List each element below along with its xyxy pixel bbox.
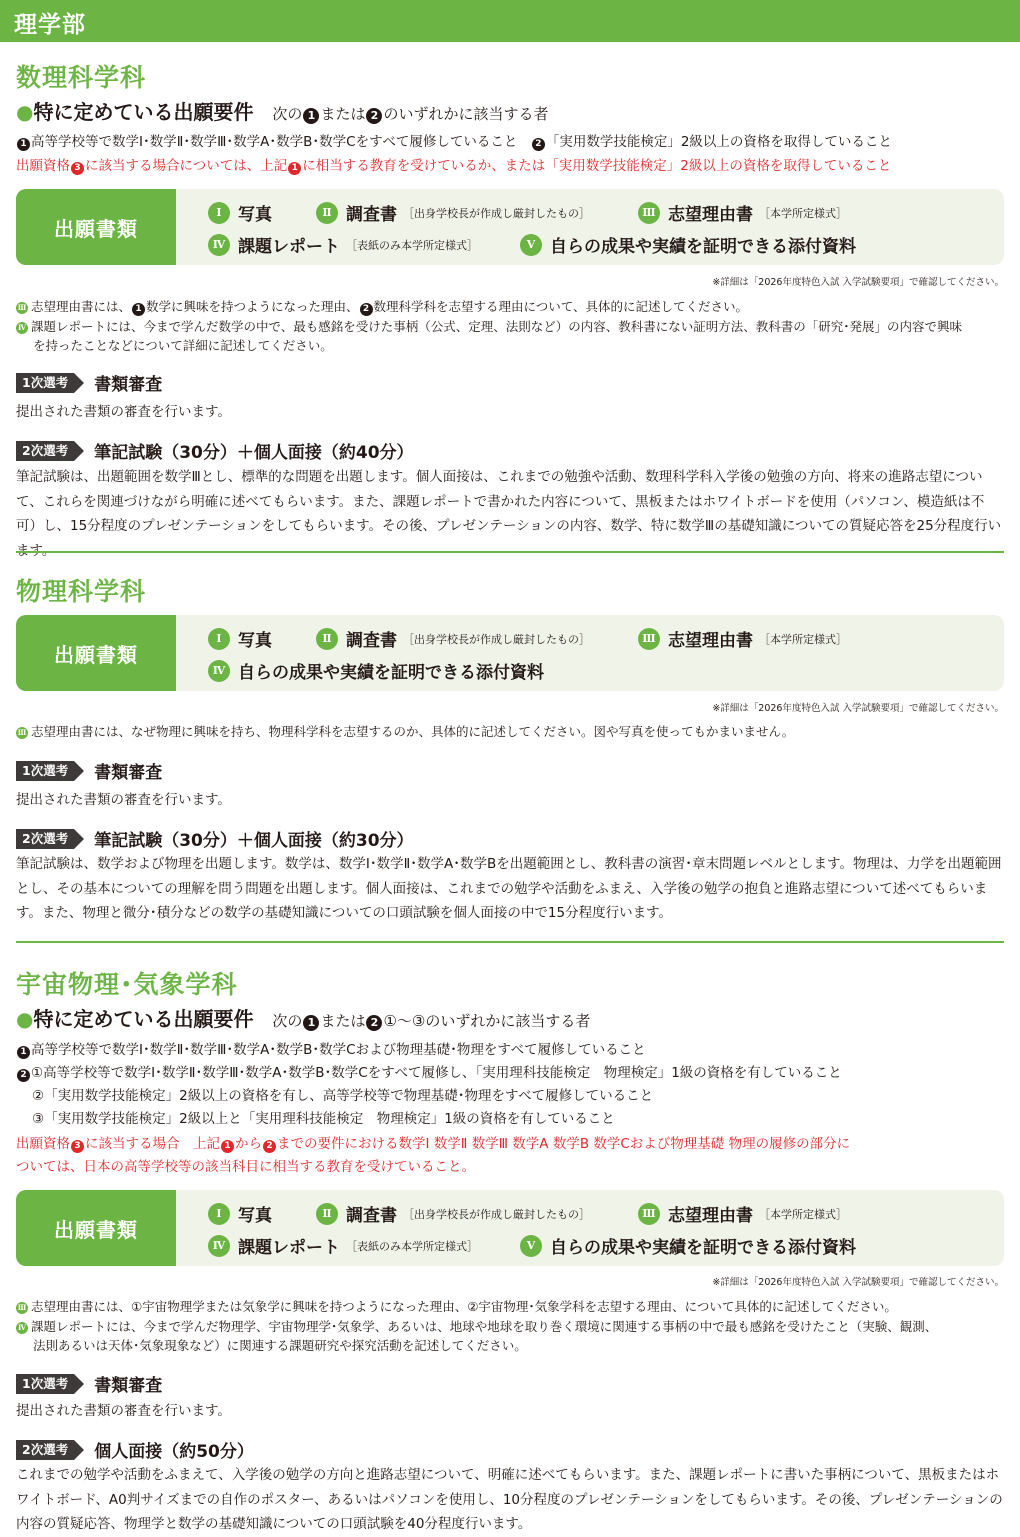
note-statement: Ⅲ 志望理由書には、 1 数学に興味を持つようになった理由、 2 数理科学科を志望する理由について、具体的に記述してください。 bbox=[17, 299, 749, 314]
documents-label: 出願書類 bbox=[16, 189, 176, 265]
doc-statement: Ⅲ 志望理由書 ［本学所定様式］ bbox=[638, 200, 847, 225]
doc-report: Ⅳ 課題レポート ［表紙のみ本学所定様式］ bbox=[208, 232, 478, 257]
numeral-icon: Ⅱ bbox=[316, 202, 338, 224]
stage-1-text: 提出された書類の審査を行います。 bbox=[16, 792, 231, 808]
dept-title: 物理科学科 bbox=[16, 577, 147, 606]
stage-tag: 2次選考 bbox=[16, 1440, 74, 1460]
stage-tag: 1次選考 bbox=[16, 1374, 74, 1394]
stage-title: 書類審査 bbox=[94, 1376, 163, 1396]
section-astro-meteo bbox=[16, 0, 1004, 1531]
stage-tag: 1次選考 bbox=[16, 373, 74, 393]
numeral-icon: Ⅰ bbox=[208, 1203, 230, 1225]
numeral-icon: Ⅴ bbox=[520, 1235, 542, 1257]
requirement-line: 1 高等学校等で数学Ⅰ･数学Ⅱ･数学Ⅲ･数学A･数学B･数学Cおよび物理基礎･物理をすべて履修していること bbox=[16, 1040, 646, 1060]
stage-1 bbox=[16, 1371, 162, 1396]
requirements-heading: ●特に定めている出願要件 次の 1 または 2 ①～③のいずれかに該当する者 bbox=[16, 1007, 591, 1031]
documents-label: 出願書類 bbox=[16, 615, 176, 691]
bullet-icon: ● bbox=[16, 100, 34, 124]
faculty-title: 理学部 bbox=[14, 12, 86, 38]
requirement-line: 1 高等学校等で数学Ⅰ･数学Ⅱ･数学Ⅲ･数学A･数学B･数学Cをすべて履修していること 2 「実用数学技能検定」2級以上の資格を取得していること bbox=[16, 132, 892, 152]
doc-achievements: Ⅳ 自らの成果や実績を証明できる添付資料 bbox=[208, 658, 544, 683]
stage-title: 個人面接（約50分） bbox=[94, 1442, 254, 1462]
note-report-cont: を持ったことなどについて詳細に記述してください。 bbox=[33, 338, 333, 353]
stage-1-text: 提出された書類の審査を行います。 bbox=[16, 1403, 231, 1419]
stage-2 bbox=[16, 1437, 254, 1462]
doc-achievements: Ⅴ 自らの成果や実績を証明できる添付資料 bbox=[520, 1233, 856, 1258]
doc-report: Ⅳ 課題レポート ［表紙のみ本学所定様式］ bbox=[208, 1233, 478, 1258]
numeral-icon: Ⅳ bbox=[208, 660, 230, 682]
stage-title: 筆記試験（30分）＋個人面接（約30分） bbox=[94, 831, 414, 851]
stage-2-text: これまでの勉学や活動をふまえて、入学後の勉学の方向と進路志望について、明確に述べてもらいます。また、課題レポートに書いた事柄について、黒板またはホワイトボード、A0判サイズまでの自作のポスター、あるいはパソコンを使用し、10分程度のプレゼンテーションをしてもらいます。その後、プレゼンテーションの内容の質疑応答、物理学と数学の基礎知識についての口頭試験を40分程度行います。 bbox=[16, 1467, 1003, 1532]
doc-transcript: Ⅱ 調査書 ［出身学校長が作成し厳封したもの］ bbox=[316, 626, 590, 651]
stage-tag: 2次選考 bbox=[16, 441, 74, 461]
numeral-icon: Ⅱ bbox=[316, 1203, 338, 1225]
stage-1-text: 提出された書類の審査を行います。 bbox=[16, 404, 231, 420]
dept-title: 数理科学科 bbox=[16, 63, 147, 92]
requirements-heading: ●特に定めている出願要件 次の 1 または 2 のいずれかに該当する者 bbox=[16, 100, 549, 124]
requirement-note-red: 出願資格 3 に該当する場合については、上記 1 に相当する教育を受けているか、または「実用数学技能検定」2級以上の資格を取得していること bbox=[16, 158, 892, 174]
stage-tag: 1次選考 bbox=[16, 761, 74, 781]
doc-achievements: Ⅴ 自らの成果や実績を証明できる添付資料 bbox=[520, 232, 856, 257]
doc-photo: Ⅰ 写真 bbox=[208, 1201, 272, 1226]
doc-photo: Ⅰ 写真 bbox=[208, 200, 272, 225]
note-report: Ⅳ 課題レポートには、今まで学んだ物理学、宇宙物理学･気象学、あるいは、地球や地球を取り巻く環境に関連する事柄の中で最も感銘を受けたこと（実験、観測、 bbox=[16, 1317, 937, 1337]
note-report-cont: 法則あるいは天体･気象現象など）に関連する課題研究や探究活動を記述してください。 bbox=[33, 1338, 527, 1353]
numeral-icon: Ⅲ bbox=[638, 202, 660, 224]
requirement-line: 2 ①高等学校等で数学Ⅰ･数学Ⅱ･数学Ⅲ･数学A･数学B･数学Cをすべて履修し、「実用理科技能検定 物理検定」1級の資格を有していること bbox=[16, 1063, 842, 1083]
numeral-icon: Ⅳ bbox=[208, 234, 230, 256]
numeral-icon: Ⅲ bbox=[638, 1203, 660, 1225]
requirement-line: ②「実用数学技能検定」2級以上の資格を有し、高等学校等で物理基礎･物理をすべて履修していること bbox=[32, 1088, 654, 1104]
bullet-icon: ● bbox=[16, 1007, 34, 1031]
documents-box bbox=[16, 1190, 1004, 1266]
detail-note: ※詳細は「2026年度特色入試 入学試験要項」で確認してください。 bbox=[712, 703, 1004, 714]
numeral-icon: Ⅴ bbox=[520, 234, 542, 256]
stage-title: 書類審査 bbox=[94, 763, 163, 783]
doc-photo: Ⅰ 写真 bbox=[208, 626, 272, 651]
stage-title: 書類審査 bbox=[94, 375, 163, 395]
stage-2-text: 筆記試験は、数学および物理を出題します。数学は、数学Ⅰ･数学Ⅱ･数学A･数学Bを出題範囲とし、教科書の演習･章末問題レベルとします。物理は、力学を出題範囲とし、その基本についての理解を問う問題を出題します。個人面接は、これまでの勉学や活動をふまえ、入学後の勉学の抱負と進路志望について述べてもらいます。また、物理と微分･積分などの数学の基礎知識についての口頭試験を個人面接の中で15分程度行います。 bbox=[16, 856, 1002, 921]
doc-statement: Ⅲ 志望理由書 ［本学所定様式］ bbox=[638, 1201, 847, 1226]
numeral-icon: Ⅱ bbox=[316, 628, 338, 650]
note-statement: Ⅲ 志望理由書には、①宇宙物理学または気象学に興味を持つようになった理由、②宇宙物理･気象学科を志望する理由、について具体的に記述してください。 bbox=[17, 1299, 897, 1314]
documents-label: 出願書類 bbox=[16, 1190, 176, 1266]
numeral-icon: Ⅳ bbox=[208, 1235, 230, 1257]
requirement-note-red: 出願資格 3 に該当する場合 上記 1 から 2 までの要件における数学Ⅰ 数学Ⅱ 数学Ⅲ 数学A 数学B 数学Cおよび物理基礎 物理の履修の部分に bbox=[16, 1136, 851, 1152]
numeral-icon: Ⅲ bbox=[638, 628, 660, 650]
note-report: Ⅳ 課題レポートには、今まで学んだ数学の中で、最も感銘を受けた事柄（公式、定理、法則など）の内容、教科書にない証明方法、教科書の「研究･発展」の内容で興味 bbox=[16, 317, 962, 337]
requirements-sub: 次の 1 または 2 ①～③のいずれかに該当する者 bbox=[272, 1012, 591, 1030]
stage-title: 筆記試験（30分）＋個人面接（約40分） bbox=[94, 443, 414, 463]
doc-transcript: Ⅱ 調査書 ［出身学校長が作成し厳封したもの］ bbox=[316, 200, 590, 225]
detail-note: ※詳細は「2026年度特色入試 入学試験要項」で確認してください。 bbox=[712, 277, 1004, 288]
requirements-sub: 次の 1 または 2 のいずれかに該当する者 bbox=[272, 105, 549, 123]
requirement-line: ③「実用数学技能検定」2級以上と「実用理科技能検定 物理検定」1級の資格を有していること bbox=[32, 1111, 615, 1127]
doc-transcript: Ⅱ 調査書 ［出身学校長が作成し厳封したもの］ bbox=[316, 1201, 590, 1226]
numeral-icon: Ⅰ bbox=[208, 202, 230, 224]
numeral-icon: Ⅰ bbox=[208, 628, 230, 650]
stage-2-text: 筆記試験は、出題範囲を数学Ⅲとし、標準的な問題を出題します。個人面接は、これまでの勉強や活動、数理科学科入学後の勉強の方向、将来の進路志望について、これらを関連づけながら明確に述べてもらいます。また、課題レポートで書かれた内容について、黒板またはホワイトボードを使用（パソコン、模造紙は不可）し、15分程度のプレゼンテーションをしてもらいます。その後、プレゼンテーションの内容、数学、特に数学Ⅲの基礎知識についての質疑応答を25分程度行い bbox=[16, 469, 1002, 534]
dept-title: 宇宙物理･気象学科 bbox=[16, 970, 238, 999]
requirement-note-red: ついては、日本の高等学校等の該当科目に相当する教育を受けていること。 bbox=[16, 1159, 475, 1175]
detail-note: ※詳細は「2026年度特色入試 入学試験要項」で確認してください。 bbox=[712, 1277, 1004, 1288]
note-statement: Ⅲ 志望理由書には、なぜ物理に興味を持ち、物理科学科を志望するのか、具体的に記述してください。図や写真を使ってもかまいません。 bbox=[17, 724, 795, 739]
stage-tag: 2次選考 bbox=[16, 829, 74, 849]
doc-statement: Ⅲ 志望理由書 ［本学所定様式］ bbox=[638, 626, 847, 651]
